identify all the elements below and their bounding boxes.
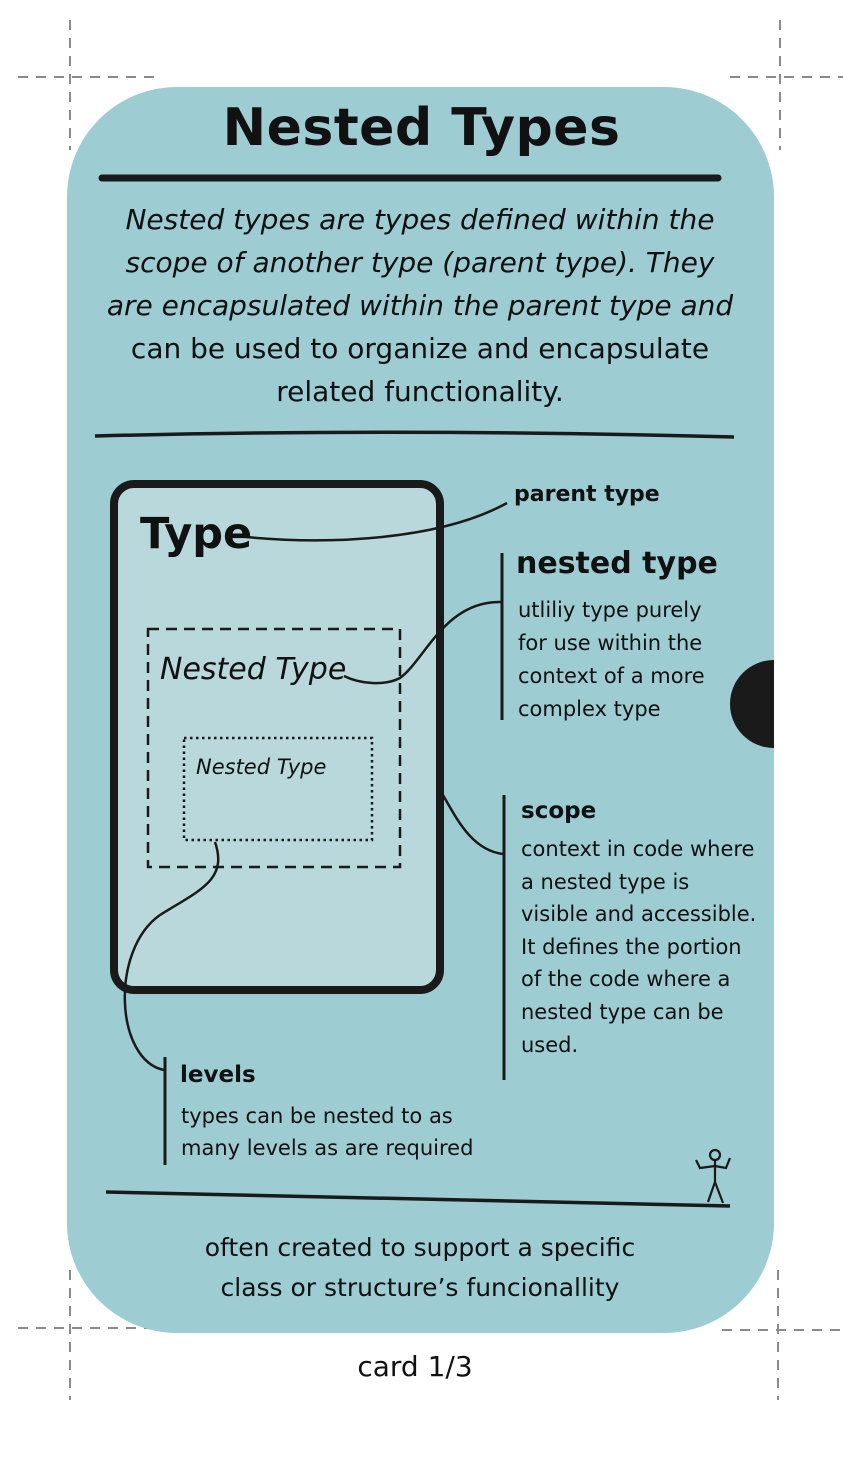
intro-plain: can be used to organize and encapsulate related functionality. bbox=[130, 332, 710, 408]
type-label: Type bbox=[140, 509, 253, 559]
footer-line-2: class or structure’s funcionallity bbox=[220, 1273, 620, 1302]
scope-heading: scope bbox=[521, 798, 597, 824]
intro-italic: Nested types are types defined within the scope of another type (parent type). They are encapsulated within the parent type and bbox=[106, 203, 734, 322]
scope-description: context in code where a nested type is visible and accessible. It defines the portion of the code where a nested type can be used. bbox=[521, 837, 757, 1057]
parent-type-annotation: parent type bbox=[514, 482, 660, 507]
footer-line-1: often created to support a specific bbox=[204, 1233, 636, 1262]
card-title: Nested Types bbox=[222, 98, 621, 158]
card-number: card 1/3 bbox=[357, 1350, 473, 1383]
levels-heading: levels bbox=[180, 1062, 256, 1088]
nested-type-label: Nested Type bbox=[160, 652, 347, 687]
inner-nested-type-label: Nested Type bbox=[196, 755, 327, 779]
nested-type-heading: nested type bbox=[516, 546, 718, 581]
nested-type-description: utliliy type purely for use within the context of a more complex type bbox=[518, 598, 705, 721]
intro-text bbox=[100, 198, 740, 413]
footer-text bbox=[100, 1228, 740, 1308]
levels-description: types can be nested to as many levels as are required bbox=[181, 1104, 474, 1160]
